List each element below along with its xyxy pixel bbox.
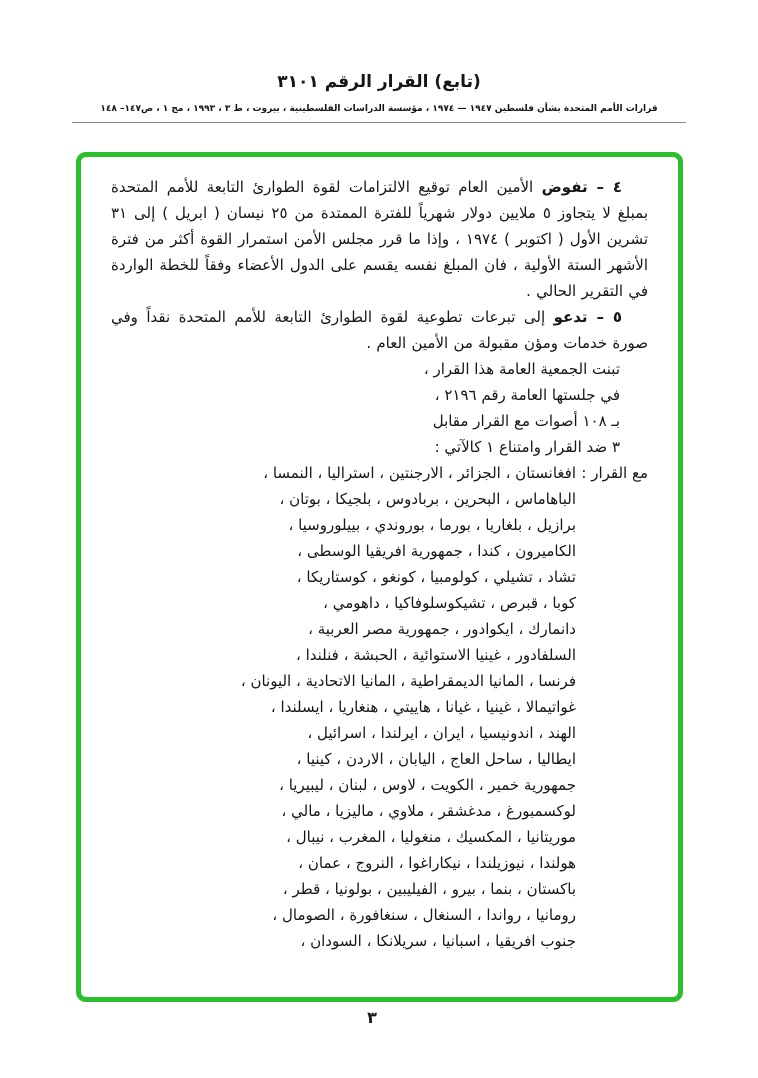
content-frame [76,152,683,1002]
vote-for-label: مع القرار : [581,464,648,482]
vote-country-line: لوكسمبورغ ، مدغشقر ، ملاوي ، ماليزيا ، مالي ، [281,802,576,820]
vote-country-line: رومانيا ، رواندا ، السنغال ، سنغافورة ، الصومال ، [272,906,576,924]
vote-country-line: افغانستان ، الجزائر ، الارجنتين ، استراليا ، النمسا ، [263,464,576,482]
adoption-line: في جلستها العامة رقم ٢١٩٦ ، [434,386,620,404]
adoption-statement [111,356,648,460]
paragraph-5-number: ٥ – [587,308,622,326]
vote-country-line: هولندا ، نيوزيلندا ، نيكاراغوا ، النروج ، عمان ، [298,854,576,872]
vote-country-line: السلفادور ، غينيا الاستوائية ، الحبشة ، فنلندا ، [296,646,576,664]
paragraph-4-number: ٤ – [587,178,622,196]
adoption-line: تبنت الجمعية العامة هذا القرار ، [423,360,620,378]
vote-country-line: غواتيمالا ، غينيا ، غيانا ، هاييتي ، هنغاريا ، ايسلندا ، [270,698,576,716]
paragraph-4-text: الأمين العام توقيع الالتزامات لقوة الطوارئ التابعة للأمم المتحدة بمبلغ لا يتجاوز ٥ ملايين دولار شهرياً للفترة الممتدة من ٢٥ نيسان ( ابريل ) إلى ٣١ تشرين الأول ( اكتوبر ) ١٩٧٤ ، وإذا ما قرر مجلس الأمن استمرار القوة أكثر من فترة الأشهر الستة الأولية ، فان المبلغ نفسه يقسم على الدول الأعضاء وفقاً للخطة الواردة في التقرير الحالي . [111,178,649,300]
vote-country-line: دانمارك ، ايكوادور ، جمهورية مصر العربية ، [308,620,576,638]
vote-country-line: باكستان ، بنما ، بيرو ، الفيليبين ، بولونيا ، قطر ، [282,880,576,898]
page-number: ٣ [367,1008,377,1027]
vote-country-list [111,460,576,954]
vote-country-line: فرنسا ، المانيا الديمقراطية ، المانيا الاتحادية ، اليونان ، [240,672,576,690]
vote-record [111,460,648,954]
vote-country-line: كوبا ، قبرص ، تشيكوسلوفاكيا ، داهومي ، [323,594,576,612]
header-divider [72,122,686,123]
adoption-line: بـ ١٠٨ أصوات مع القرار مقابل [432,412,620,430]
paragraph-5-lead: تدعو [553,308,588,326]
vote-country-line: الكاميرون ، كندا ، جمهورية افريقيا الوسطى ، [297,542,576,560]
resolution-title: (تابع) القرار الرقم ٣١٠١ [277,72,481,92]
paragraph-4 [111,174,648,304]
page-header [0,72,758,114]
vote-country-line: موريتانيا ، المكسيك ، منغوليا ، المغرب ، نيبال ، [286,828,576,846]
paragraph-5 [111,304,648,356]
adoption-line: ٣ ضد القرار وامتناع ١ كالآتي : [434,438,620,456]
vote-country-line: تشاد ، تشيلي ، كولومبيا ، كونغو ، كوستاريكا ، [296,568,576,586]
paragraph-4-lead: تفوض [541,178,588,196]
vote-country-line: الهند ، اندونيسيا ، ايران ، ايرلندا ، اسرائيل ، [307,724,576,742]
vote-country-line: الباهاماس ، البحرين ، بربادوس ، بلجيكا ، بوتان ، [279,490,576,508]
vote-country-line: جنوب افريقيا ، اسبانيا ، سريلانكا ، السودان ، [300,932,576,950]
vote-country-line: جمهورية خمير ، الكويت ، لاوس ، لبنان ، ليبيريا ، [279,776,576,794]
vote-country-line: برازيل ، بلغاريا ، بورما ، بوروندي ، بييلوروسيا ، [288,516,576,534]
vote-country-line: ايطاليا ، ساحل العاج ، اليابان ، الاردن ، كينيا ، [296,750,576,768]
paragraph-5-text: إلى تبرعات تطوعية لقوة الطوارئ التابعة للأمم المتحدة نقداً وفي صورة خدمات ومؤن مقبولة من الأمين العام . [111,308,648,352]
source-citation: قرارات الأمم المتحدة بشأن فلسطين ١٩٤٧ — ١٩٧٤ ، مؤسسة الدراسات الفلسطينية ، بيروت ، ط ٣ ، ١٩٩٣ ، مج ١ ، ص١٤٧– ١٤٨ [100,104,658,114]
